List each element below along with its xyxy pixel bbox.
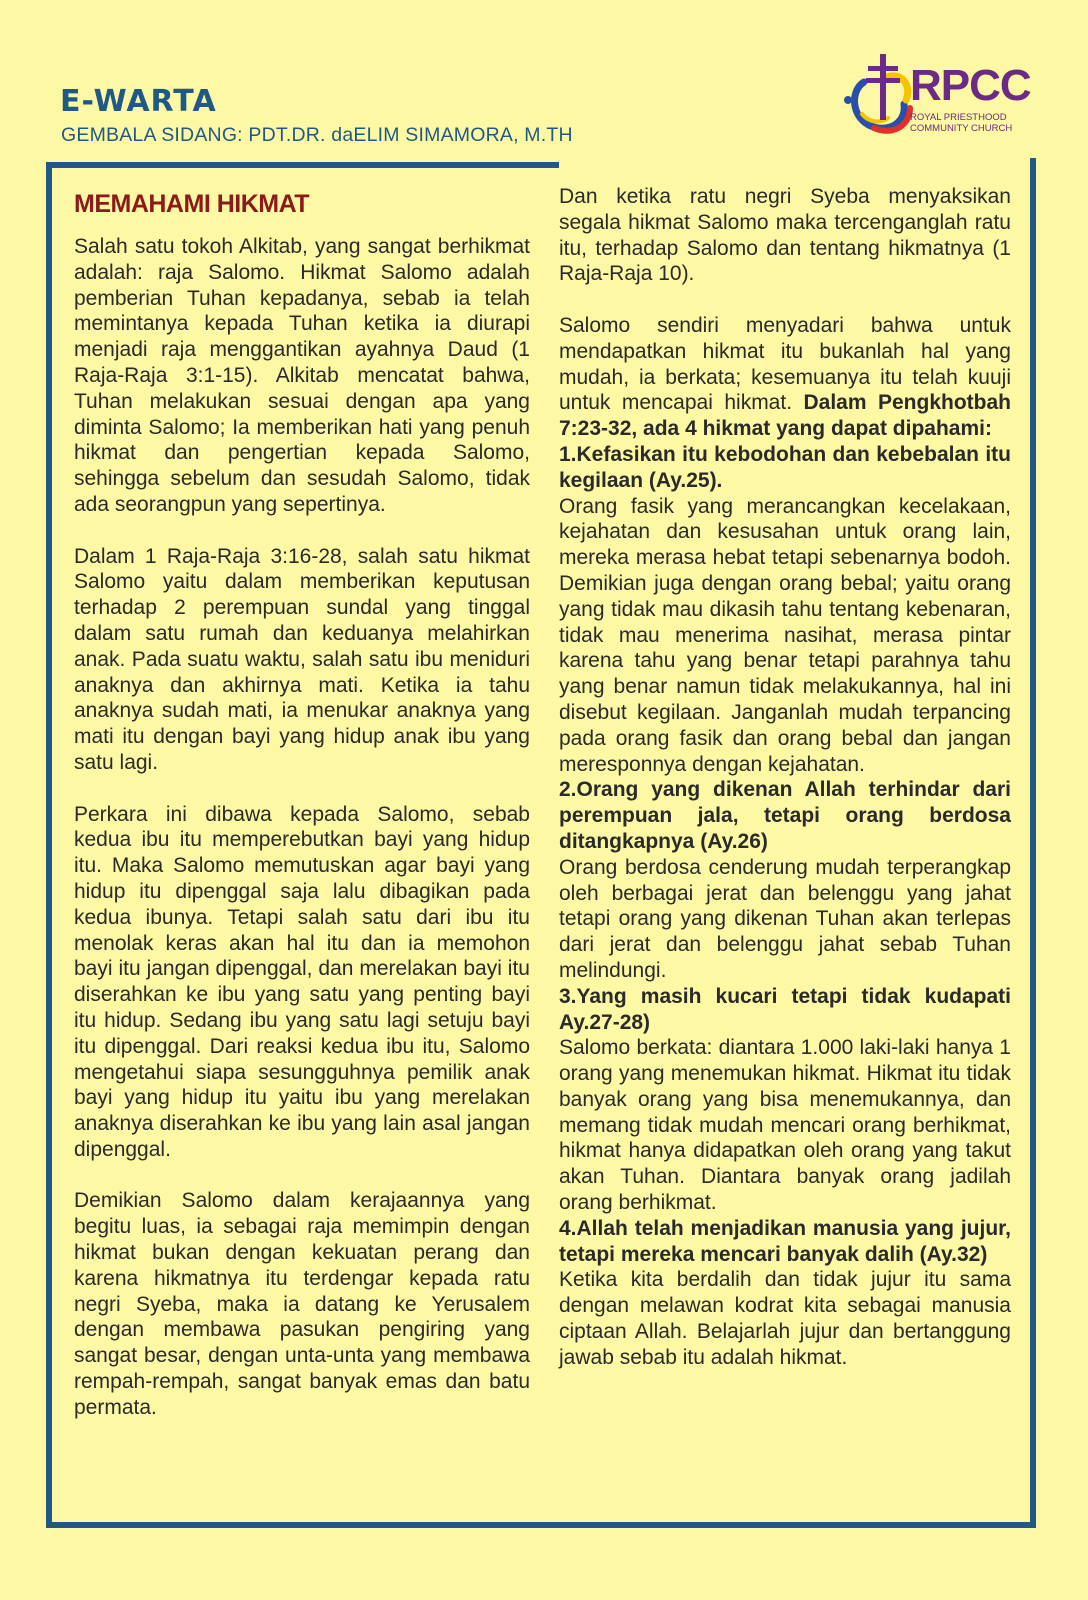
point-heading-2: 2.Orang yang dikenan Allah terhindar dari perempuan jala, tetapi orang berdosa ditangkapnya (Ay.26) xyxy=(559,778,1011,853)
paragraph: Dalam 1 Raja-Raja 3:16-28, salah satu hikmat Salomo yaitu dalam memberikan keputusan terhadap 2 perempuan sundal yang tinggal dalam satu rumah dan keduanya melahirkan anak. Pada suatu waktu, salah satu ibu meniduri anaknya dan akhirnya mati. Ketika ia tahu anaknya sudah mati, ia menukar anaknya yang mati itu dengan bayi yang hidup anak ibu yang satu lagi. xyxy=(74,544,530,774)
point-text-3: Salomo berkata: diantara 1.000 laki-laki hanya 1 orang yang menemukan hikmat. Hikmat itu tidak banyak orang yang bisa menemukannya, dan memang tidak mudah mencari orang berhikmat, hikmat hanya didapatkan oleh orang yang takut akan Tuhan. Diantara banyak orang jadilah orang berhikmat. xyxy=(559,1036,1011,1215)
paragraph: Salah satu tokoh Alkitab, yang sangat berhikmat adalah: raja Salomo. Hikmat Salomo adalah pemberian Tuhan kepadanya, sebab ia telah memintanya kepada Tuhan ketika ia diurapi menjadi raja menggantikan ayahnya Daud (1 Raja-Raja 3:1-15). Alkitab mencatat bahwa, Tuhan melakukan sesuai dengan apa yang diminta Salomo; Ia memberikan hati yang penuh hikmat dan pengertian kepada Salomo, sehingga sebelum dan sesudah Salomo, tidak ada seorangpun yang sepertinya. xyxy=(74,235,530,516)
publication-title: E-WARTA xyxy=(60,84,217,119)
paragraph: Perkara ini dibawa kepada Salomo, sebab kedua ibu itu memperebutkan bayi yang hidup itu. Maka Salomo memutuskan agar bayi yang hidup itu dipenggal saja lalu dibagikan pada kedua ibunya. Tetapi salah satu dari ibu itu menolak keras akan hal itu dan ia memohon bayi itu jangan dipenggal, dan merelakan bayi itu diserahkan ke ibu yang satu yang penting bayi itu hidup. Sedang ibu yang satu lagi setuju bayi itu dipenggal. Dari reaksi kedua ibu itu, Salomo mengetahui siapa sesungguhnya pemilik anak bayi yang hidup itu yaitu ibu yang merelakan anaknya diserahkan ke ibu yang lain asal jangan dipenggal. xyxy=(74,802,530,1161)
point-heading-1: 1.Kefasikan itu kebodohan dan kebebalan itu kegilaan (Ay.25). xyxy=(559,442,1011,492)
point-text-4: Ketika kita berdalih dan tidak jujur itu sama dengan melawan kodrat kita sebagai manusia ciptaan Allah. Belajarlah jujur dan bertanggung jawab sebab itu adalah hikmat. xyxy=(559,1268,1011,1369)
paragraph-bold: Dalam Pengkhotbah 7:23-32, ada 4 hikmat yang dapat dipahami: xyxy=(559,391,1011,441)
paragraph-text: Salomo sendiri menyadari bahwa untuk mendapatkan hikmat itu bukanlah hal yang mudah, ia berkata; kesemuanya itu telah kuuji untuk mencapai hikmat. xyxy=(559,313,1011,415)
frame-corner xyxy=(1030,158,1036,168)
point-heading-3: 3.Yang masih kucari tetapi tidak kudapati Ay.27-28) xyxy=(559,984,1011,1034)
logo-subtitle-line: ROYAL PRIESTHOOD xyxy=(910,112,1007,123)
article-title: MEMAHAMI HIKMAT xyxy=(74,190,310,218)
frame-top-border xyxy=(46,162,559,168)
right-column xyxy=(559,184,1011,1371)
point-text-1: Orang fasik yang merancangkan kecelakaan, kejahatan dan kesusahan untuk orang lain, mereka merasa hebat tetapi sebenarnya bodoh. Demikian juga dengan orang bebal; yaitu orang yang tidak mau dikasih tahu tentang kebenaran, tidak mau menerima nasihat, merasa pintar karena tahu yang benar tetapi parahnya tahu yang benar namun tidak melakukannya, hal ini disebut kegilaan. Janganlah mudah terpancing pada orang fasik dan orang bebal dan jangan meresponnya dengan kejahatan. xyxy=(559,494,1011,776)
logo-wordmark: RPCC xyxy=(910,61,1031,110)
pastor-line: GEMBALA SIDANG: PDT.DR. daELIM SIMAMORA, M.TH xyxy=(61,124,573,146)
logo-subtitle xyxy=(910,112,1040,134)
paragraph: Dan ketika ratu negri Syeba menyaksikan segala hikmat Salomo maka tercenganglah ratu itu, terhadap Salomo dan tentang hikmatnya (1 Raja-Raja 10). xyxy=(559,185,1011,286)
logo-subtitle-line: COMMUNITY CHURCH xyxy=(910,123,1013,134)
point-heading-4: 4.Allah telah menjadikan manusia yang jujur, tetapi mereka mencari banyak dalih (Ay.32) xyxy=(559,1216,1011,1266)
paragraph xyxy=(559,313,1011,442)
paragraph: Demikian Salomo dalam kerajaannya yang begitu luas, ia sebagai raja memimpin dengan hikmat bukan dengan kekuatan perang dan karena hikmatnya itu terdengar kepada ratu negri Syeba, maka ia datang ke Yerusalem dengan membawa pasukan pengiring yang sangat besar, dengan unta-unta yang membawa rempah-rempah, sangat banyak emas dan batu permata. xyxy=(74,1189,530,1419)
left-column xyxy=(74,234,530,1421)
point-text-2: Orang berdosa cenderung mudah terperangkap oleh berbagai jerat dan belenggu yang jahat tetapi orang yang dikenan Tuhan akan terlepas dari jerat dan belenggu jahat sebab Tuhan melindungi. xyxy=(559,855,1011,982)
